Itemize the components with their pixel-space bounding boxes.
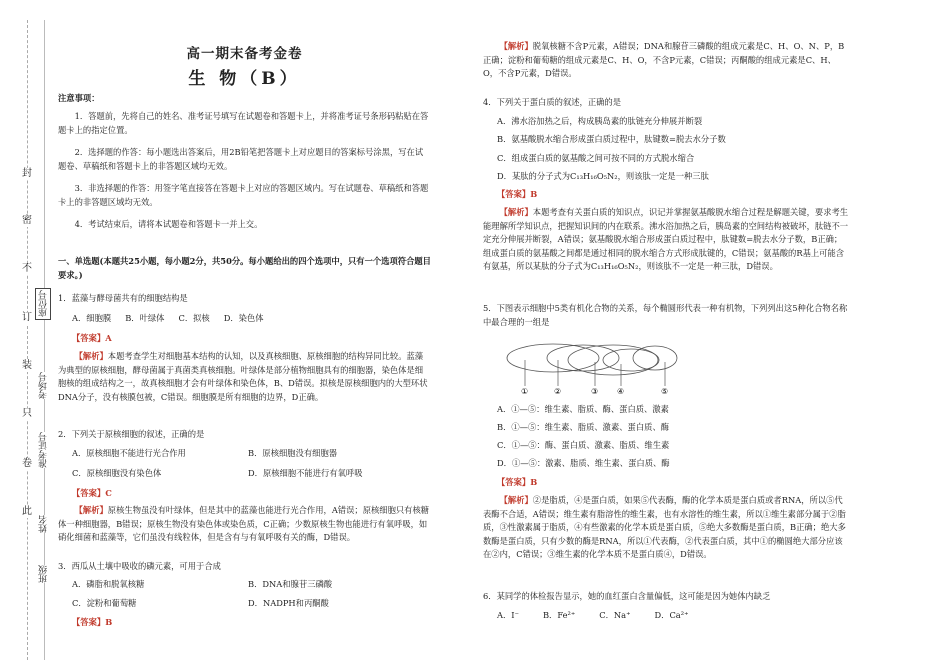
question-stem: 3．西瓜从土壤中吸收的磷元素，可用于合成	[58, 561, 221, 571]
diagram-label: ⑤	[661, 387, 669, 396]
diagram-label: ①	[521, 387, 529, 396]
option: B．Fe²⁺	[542, 610, 576, 620]
notice-item: 1．答题前，先将自己的姓名、准考证号填写在试题卷和答题卡上，并将准考证号条形码粘贴在答题卡上的指定位置。	[58, 111, 429, 135]
notice-item: 2．选择题的作答：每小题选出答案后，用2B铅笔把答题卡上对应题目的答案标号涂黑，写在试题卷、草稿纸和答题卡上的非答题区域均无效。	[58, 147, 424, 171]
answer-label: 【答案】	[72, 617, 106, 627]
exam-title: 高一期末备考金卷	[186, 46, 303, 62]
option: C．拟核	[178, 313, 210, 323]
answer-line	[72, 487, 112, 501]
question-options	[72, 312, 278, 326]
option: D．①—⑤：激素、脂质、维生素、蛋白质、酶	[497, 458, 670, 468]
option: C．组成蛋白质的氨基酸之间可按不同的方式脱水缩合	[497, 153, 695, 163]
binding-char: 卷	[22, 458, 32, 469]
option: C．原核细胞没有染色体	[72, 468, 162, 478]
option: A．沸水浴加热之后，构成胰岛素的肽链充分伸展并断裂	[497, 116, 703, 126]
field-exam-id: 准考证号	[39, 432, 49, 468]
analysis-label: 【解析】	[499, 495, 533, 505]
analysis-paragraph	[58, 504, 431, 545]
analysis-paragraph	[483, 206, 850, 274]
notice-item: 4．考试结束后，请将本试题卷和答题卡一并上交。	[74, 219, 263, 229]
option: B．叶绿体	[125, 313, 165, 323]
notice-heading: 注意事项：	[58, 93, 100, 103]
question-stem: 2．下列关于原核细胞的叙述，正确的是	[58, 429, 205, 439]
binding-solid-line	[44, 20, 45, 660]
analysis-label: 【解析】	[499, 41, 533, 51]
analysis-text: 脱氧核糖不含P元素，A错误；DNA和腺苷三磷酸的组成元素是C、H、O、N、P，B正确；淀粉和葡萄糖的组成元素是C、H、O，不含P元素，C错误；丙酮酸的组成元素是C、H、O，不含P元素，D错误。	[483, 41, 845, 79]
option: B．原核细胞没有细胞器	[248, 448, 338, 458]
field-exam-room: 考场号	[39, 372, 49, 399]
answer-label: 【答案】	[72, 333, 106, 343]
option: A．①—⑤：维生素、脂质、酶、蛋白质、激素	[497, 404, 669, 414]
answer-value: B	[530, 189, 538, 199]
field-name: 姓名	[39, 515, 49, 533]
option: D．Ca²⁺	[654, 610, 689, 620]
binding-char: 密	[22, 215, 32, 226]
analysis-text: 本题考查学生对细胞基本结构的认知，以及真核细胞、原核细胞的结构异同比较。蓝藻为典型的原核细胞，酵母菌属于真菌类真核细胞。叶绿体是部分植物细胞具有的细胞器，染色体是细胞核的组成结构之一，故真核细胞才会有叶绿体和染色体，B、D错误。拟核是原核细胞内的大型环状DNA分子，没有核膜包被，C错误。细胞膜是所有细胞的边界，D正确。	[58, 351, 428, 402]
option: D．原核细胞不能进行有氧呼吸	[248, 468, 363, 478]
option: A．磷脂和脱氧核糖	[72, 579, 145, 589]
notice-item: 3．非选择题的作答：用签字笔直接答在答题卡上对应的答题区域内。写在试题卷、草稿纸和答题卡上的非答题区域均无效。	[58, 183, 429, 207]
binding-char: 只	[22, 408, 32, 419]
binding-dashed-line	[27, 20, 28, 660]
option: B．①—⑤：维生素、脂质、激素、蛋白质、酶	[497, 422, 670, 432]
section-heading: 一、单选题(本题共25小题，每小题2分，共50分。每小题给出的四个选项中，只有一个选项符合题目要求。)	[58, 256, 431, 280]
diagram-label: ④	[617, 387, 625, 396]
question-stem: 5．下图表示细胞中5类有机化合物的关系，每个椭圆形代表一种有机物，下列列出这5种化合物名称中最合理的一组是	[483, 303, 848, 327]
diagram-label: ②	[554, 387, 562, 396]
option: C．①—⑤：酶、蛋白质、激素、脂质、维生素	[497, 440, 670, 450]
binding-char: 订	[22, 312, 32, 323]
binding-char: 不	[22, 263, 32, 274]
binding-char: 此	[22, 506, 32, 517]
answer-label: 【答案】	[72, 488, 106, 498]
field-class: 班级	[39, 565, 49, 583]
question-stem: 1．蓝藻与酵母菌共有的细胞结构是	[58, 293, 188, 303]
option: B．氨基酸脱水缩合形成蛋白质过程中，肽键数=脱去水分子数	[497, 134, 726, 144]
option: D．NADPH和丙酮酸	[248, 598, 329, 608]
answer-value: A	[105, 333, 112, 343]
option: B．DNA和腺苷三磷酸	[248, 579, 333, 589]
option: A．原核细胞不能进行光合作用	[72, 448, 186, 458]
answer-line	[497, 188, 537, 202]
diagram-label: ③	[591, 387, 599, 396]
question-stem: 6．某同学的体检报告显示，她的血红蛋白含量偏低，这可能是因为她体内缺乏	[483, 591, 771, 601]
question-stem: 4．下列关于蛋白质的叙述，正确的是	[483, 97, 622, 107]
binding-char: 装	[22, 360, 32, 371]
answer-line	[497, 476, 537, 490]
option: A．I⁻	[497, 610, 519, 620]
analysis-text: ②是脂质，④是蛋白质，如果⑤代表酶，酶的化学本质是蛋白质或者RNA，所以⑤代表酶不合适，A错误；维生素有脂溶性的维生素，也有水溶性的维生素，所以①维生素部分属于②脂质，③性激素属于脂质，④有些激素的化学本质是蛋白质，⑤绝大多数酶是蛋白质，B正确；绝大多数酶是蛋白质，只有少数的酶是RNA，所以①代表酶，②代表蛋白质，其中①的椭圆绝大部分应该在②内，C错误；③维生素的化学本质不是蛋白质④，D错误。	[483, 495, 846, 560]
analysis-paragraph	[483, 494, 850, 562]
analysis-paragraph	[58, 350, 431, 404]
question-options	[497, 609, 702, 623]
option: C．Na⁺	[599, 610, 631, 620]
analysis-text: 本题考查有关蛋白质的知识点，识记并掌握氨基酸脱水缩合过程是解题关键，要求考生能理解所学知识点，把握知识间的内在联系。沸水浴加热之后，胰岛素的空间结构被破坏，肽链不一定充分伸展并断裂，A错误；氨基酸脱水缩合形成蛋白质过程中，肽键数=脱去水分子数，B正确；组成蛋白质的氨基酸之间都是通过相同的脱水缩合方式形成肽键的，C错误；氨基酸的R基上可能含有氨基，所以某肽的分子式为C₁₃H₁₆O₅N₂，则该肽不一定是一种三肽，D错误。	[483, 207, 849, 272]
answer-value: B	[105, 617, 113, 627]
analysis-paragraph	[483, 40, 850, 81]
option: D．某肽的分子式为C₁₃H₁₆O₅N₂，则该肽一定是一种三肽	[497, 171, 709, 181]
option: D．染色体	[223, 313, 264, 323]
analysis-label: 【解析】	[499, 207, 533, 217]
answer-line	[72, 332, 112, 346]
answer-value: C	[105, 488, 112, 498]
option: A．细胞膜	[72, 313, 112, 323]
field-seat-number: 座位号	[39, 290, 49, 317]
q5-nested-ellipses-diagram	[503, 340, 683, 396]
option: C．淀粉和葡萄糖	[72, 598, 137, 608]
analysis-label: 【解析】	[74, 505, 108, 515]
exam-subject: 生 物（B）	[188, 69, 301, 89]
binding-char: 封	[22, 168, 32, 179]
answer-line	[72, 616, 112, 630]
analysis-label: 【解析】	[74, 351, 108, 361]
answer-label: 【答案】	[497, 477, 531, 487]
answer-value: B	[530, 477, 538, 487]
analysis-text: 原核生物虽没有叶绿体，但是其中的蓝藻也能进行光合作用，A错误；原核细胞只有核糖体一种细胞器，B错误；原核生物没有染色体或染色质，C正确；少数原核生物也能进行有氧呼吸，如硝化细菌和蓝藻等，它们虽没有线粒体，但是含有与有氧呼吸有关的酶，D错误。	[58, 505, 430, 543]
answer-label: 【答案】	[497, 189, 531, 199]
